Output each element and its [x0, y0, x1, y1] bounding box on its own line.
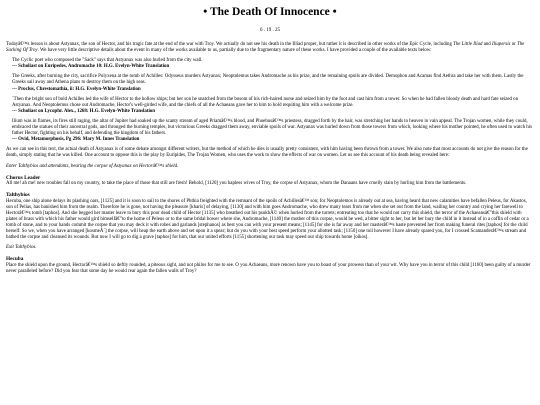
quote-source: --- Proclus, Chrestomathia, ii: H.G. Evelyn-White Translation	[12, 86, 141, 92]
intro-paragraph: Todayâ€™s lesson is about Astyanax, the son of Hector, and his tragic fate at the end of the war with Troy. We actually do not see his death in the Illiad proper, but rather it is described in other works of the Epic Cycle, including The Little Iliad and Iliupersis or The Sacking Of Troy. We have very little descriptive details about the event in many of the works available to us, partially due to the fragmentary nature of these works. I have provided a couple of the available texts below:	[6, 42, 525, 54]
dialogue-line: Hecuba, one ship alone delays its plashing oars, [1125] and it is soon to sail to the shores of Phthia freighted with the remnant of the spoils of Achillesâ€™ son; for Neoptolemos is already out at sea, having heard that new calamities have befallen Peleus, for Akastos, son of Pelias, has banished him from the realm. Therefore he is gone, not having the pleasure [kharis] of delaying, [1130] and with him goes Andromache, who drew many tears from me when she set out from the land, wailing her country and crying her farewell to Hectorâ€™s tomb [taphos]. And she begged her master leave to bury this poor dead child of Hector [1135] who breathed out his psukhÃ© when hurled from the turrets; entreating too that he would not carry this shield, the terror of the Achaeansâ€”this shield with plates of brass with which his father would gird himselfâ€”to the home of Peleus or to the same bridal bower where she, Andromache, [1140] the mother of this corpse, would be wed, a bitter sight to her, but let her bury the child in it instead of in a coffin of cedar or a tomb of stone, and to your hands commit the corpse that you may deck it with robes and garlands [stephanos] as best you can with your present means; [1145] for she is far away and her masterâ€™s haste prevented her from making funeral rites [taphos] for the child herself. So we, when you have arranged [kosmeÃ´] the corpse, will heap the earth above and set upon it a spear; but do you with your best speed perform your allotted task; [1150] one toil however I have already spared you, for I crossed Scamanderâ€™s stream and bathed the corpse and cleansed its wounds. But now I will go to dig a grave [taphos] for him, that our united efforts [1155] shortening our task may speed our ship towards home [oikos].	[6, 198, 529, 241]
dialogue-line: Place the shield upon the ground, Hectorâ€™s shield so deftly rounded, a piteous sight, and not philos for me to see. O you Achaeans, more renown have you to boast of your prowess than of your wit. Why have you in terror of this child [1160] been guilty of a murder never paralleled before? Did you fear that some day he would rear again the fallen walls of Troy?	[6, 262, 531, 274]
quote-block	[6, 74, 534, 92]
quote-block	[6, 58, 534, 70]
speaker-name: Hecuba	[6, 256, 24, 263]
quote-source: --- Ovid, Metamorphosis, Pg 296: Mary M. Innes Translation	[12, 137, 140, 143]
title-sacking-of-troy: The Sacking Of Troy	[6, 42, 525, 54]
body-paragraph: As we can see in this text, the actual death of Astyanax is of some debate amongst different writers, but the method of which he dies is usually pretty consistent, with him having been thrown from a tower. We also note that most accounts do not give the reason for the death, simply stating that he was killed. One account to oppose this is the play by Euripides, The Trojan Women, who uses the work to show the effects of war on women. Let us see this account of his death being revealed here:	[6, 147, 528, 159]
speaker-name: Chorus Leader	[6, 174, 41, 181]
page-title: • The Death Of Innocence •	[203, 6, 337, 18]
quote-block	[6, 119, 534, 143]
quote-source: --- Scholiast on Lycophr. Alex., 1268: H.G. Evelyn-White Translation	[12, 108, 155, 114]
dialogue-line: All me! ah me! new troubles fall on my country, to take the place of those that still are fresh! Behold, [1120] you hapless wives of Troy, the corpse of Astyanax, whom the Danaans have cruelly slain by hurling him from the battlements.	[6, 181, 467, 186]
post-date: 6 . 19 . 25	[260, 28, 280, 33]
title-iliupersis: Iliupersis	[491, 42, 511, 47]
stage-direction: Enter Talthybios and attendants, bearing the corpse of Astyanax on Hectorâ€™s shield.	[6, 163, 179, 169]
stage-direction: Exit Talthybios.	[6, 245, 37, 251]
title-little-iliad: The Little Iliad	[453, 42, 483, 47]
quote-source: --- Scholiast on Euripedes, Andromache 10: H.G. Evelyn-White Translation	[12, 64, 170, 70]
speaker-name: Talthybios	[6, 192, 30, 199]
quote-text: The Cyclic poet who composed the "Sack" says that Astyanax was also hurled from the city wall.	[12, 58, 203, 64]
quote-text: The Greeks, after burning the city, sacrifice Polyxena at the tomb of Achilles: Odysseus murders Astyanax; Neoptolemus takes Andromache as his prize, and the remaining spoils are divided. Demophon and Acamas find Aethra and take her with them. Lastly the Greeks sail away and Athena plans to destroy them on the high seas.	[12, 74, 524, 86]
quote-text: Ilium was in flames, its fires still raging, the altar of Jupiter had soaked up the scanty stream of aged Priamâ€™s blood, and Phoebusâ€™s priestess, dragged forth by the hair, was stretching her hands to heaven in vain appeal. The Trojan women, while they could, embraced the statues of their ancestral gods, and thronged the burning temples, but victorious Greeks dragged them away, enviable spoils of war. Astyanax was hurled down from those towers from which, looking where his mother pointed, he often used to watch his father Hector, fighting on his behalf, and defending the kingdom of his fathers.	[12, 118, 532, 137]
quote-block	[6, 97, 534, 115]
quote-text: `Then the bright son of bold Achilles led the wife of Hector to the hollow ships; but her son he snatched from the bosom of his rich-haired nurse and seized him by the foot and cast him from a tower. So when he had fallen bloody death and hard fate seized on Astyanax. And Neoptolemus chose out Andromache, Hector's well-girded wife, and the chiefs of all the Achaeans gave her to him to hold requiting him with a welcome prize.	[12, 96, 519, 108]
